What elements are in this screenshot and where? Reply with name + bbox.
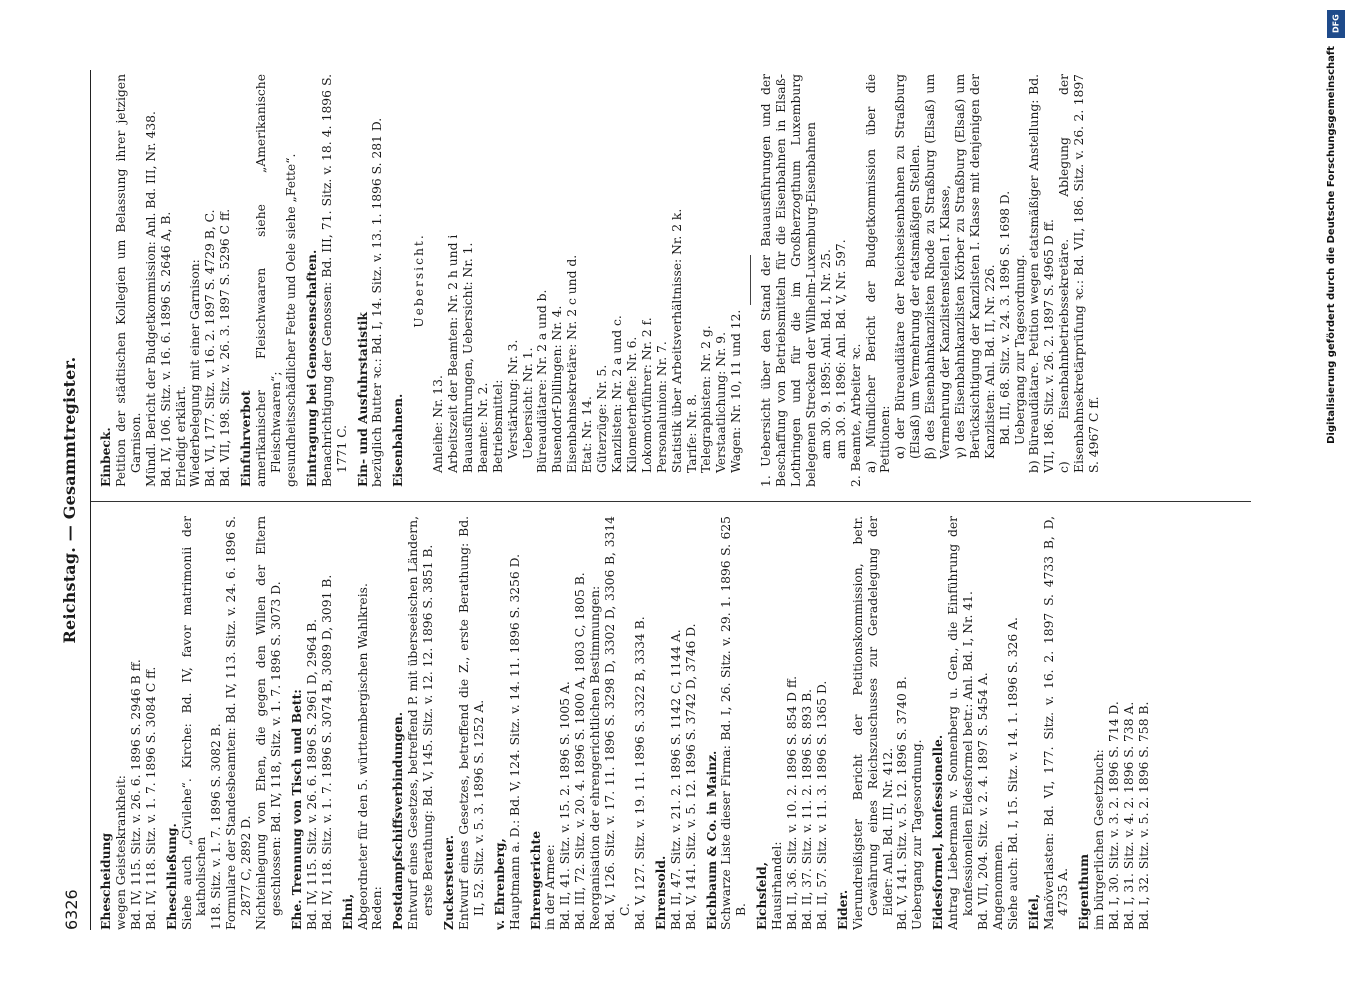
entry-line: Bd. II, 36. Sitz. v. 10. 2. 1896 S. 854 D ff.	[785, 675, 800, 930]
numbered-item: β) des Eisenbahnkanzlisten Rhode zu Straßburg (Elsaß) um Vermehrung der Kanzlistenstellen I. Klasse,	[923, 74, 953, 459]
numbered-item: am 30. 9. 1896: Anl. Bd. V, Nr. 597.	[833, 239, 848, 459]
entry-head: Eintragung bei Genossenschaften.	[303, 249, 319, 487]
entry-line: Bd. IV, 106. Sitz. v. 16. 6. 1896 S. 2646 A, B.	[158, 211, 173, 487]
entry-line: Hausirhandel:	[770, 841, 785, 930]
entry-line: Bd. V, 126. Sitz. v. 17. 11. 1896 S. 3298 D, 3302 D, 3306 B, 3314 C.	[603, 516, 632, 930]
separator-rule	[750, 256, 751, 306]
entry-head: v. Ehrenberg,	[491, 838, 507, 930]
entry-line: Bd. II, 57. Sitz. v. 11. 3. 1896 S. 1365 D.	[814, 680, 829, 930]
entry-line: Entwurf eines Gesetzes, betreffend P. mit überseeischen Ländern, erste Berathung: Bd. V, 145. Sitz. v. 12. 12. 1896 S. 3851 B.	[406, 516, 436, 930]
index-entry	[1027, 516, 1072, 930]
entry-line: Uebergang zur Tagesordnung.	[910, 739, 925, 930]
entry-head: Eider.	[834, 889, 850, 930]
entry-line: Benachrichtigung der Genossen: Bd. III, 71. Sitz. v. 18. 4. 1896 S. 1771 C.	[319, 74, 349, 487]
entry-head: Eichsfeld,	[754, 861, 770, 930]
entry-ein-ausfuhr	[356, 74, 386, 487]
entry-line: Petition der städtischen Kollegien um Belassung ihrer jetzigen Garnison.	[113, 74, 143, 487]
uebersicht-item: Kilometerhefte: Nr. 6.	[624, 336, 639, 473]
entry-line: Bd. II, 37. Sitz. v. 11. 2. 1896 S. 893 B.	[799, 688, 814, 930]
numbered-item: 2. Beamte, Arbeiter ꝛc.	[848, 343, 863, 487]
entry-line: Erledigt erklärt.	[173, 385, 188, 487]
uebersicht-item: Tarife: Nr. 8.	[684, 393, 699, 473]
digitization-note: Digitalisierung gefördert durch die Deutsche Forschungsgemeinschaft	[1326, 46, 1337, 444]
entry-head: Einbeck.	[98, 427, 113, 487]
entry-line: Reorganisation der ehrengerichtlichen Bestimmungen:	[588, 585, 603, 930]
index-entry	[442, 516, 487, 930]
entry-eisenbahnen	[391, 74, 406, 487]
index-entry	[705, 516, 750, 930]
entry-einfuhrverbot	[239, 74, 299, 487]
entry-line: amerikanischer Fleischwaaren siehe „Amerikanische Fleischwaaren“;	[254, 74, 283, 487]
entry-line: Siehe auch: Bd. I, 15. Sitz. v. 14. 1. 1896 S. 326 A.	[1005, 617, 1020, 930]
entry-head: Ein- und Ausfuhrstatistik	[354, 312, 370, 487]
uebersicht-item: Arbeitszeit der Beamten: Nr. 2 h und i	[446, 234, 461, 473]
entry-line: Bd. VII, 204. Sitz. v. 2. 4. 1897 S. 5454 A.	[975, 672, 990, 930]
uebersicht-list	[431, 74, 744, 487]
uebersicht-item: Wagen: Nr. 10, 11 und 12.	[729, 309, 744, 473]
index-entry	[165, 516, 284, 930]
entry-head: Eheschließung.	[163, 823, 179, 930]
uebersicht-item: Statistik über Arbeitsverhältnisse: Nr. 2 k.	[669, 208, 684, 473]
uebersicht-item: Personalunion: Nr. 7.	[654, 341, 669, 473]
entry-line: Vierundreißigster Bericht der Petitionskommission, betr. Gewährung eines Reichszuschusses zur Geradelegung der Eider: Anl. Bd. III, Nr. 412.	[850, 516, 895, 930]
entry-line: Bd. V, 127. Sitz. v. 19. 11. 1896 S. 3322 B, 3334 B.	[632, 616, 647, 930]
entry-line: Bd. II, 47. Sitz. v. 21. 2. 1896 S. 1142 C, 1144 A.	[668, 629, 683, 930]
entry-line: 118. Sitz. v. 1. 7. 1896 S. 3082 B.	[209, 723, 224, 930]
dfg-logo: DFG	[1327, 10, 1345, 38]
entry-line: Bd. III, 72. Sitz. v. 20. 4. 1896 S. 1800 A, 1803 C, 1805 B.	[573, 572, 588, 930]
entry-line: Bd. II, 41. Sitz. v. 15. 2. 1896 S. 1005 A.	[558, 681, 573, 930]
page-number: 6326	[62, 889, 81, 930]
entry-line: Reden:	[370, 886, 385, 930]
index-entry	[99, 516, 159, 930]
numbered-item: am 30. 9. 1895: Anl. Bd. I, Nr. 25.	[818, 249, 833, 459]
numbered-item: 1. Uebersicht über den Stand der Bauausführungen und der Beschaffung von Betriebsmitteln für die Eisenbahnen in Elsaß-Lothringen und für die im Großherzogthum Luxemburg belegenen Strecken der Wilhelm-Luxemburg-Eisenbahnen	[759, 74, 818, 487]
index-entry	[391, 516, 436, 930]
index-entry	[493, 516, 523, 930]
entry-head: Ehescheidung	[98, 832, 113, 930]
entry-head: Postdampfschiffsverbindungen.	[390, 711, 406, 930]
uebersicht-item: Telegraphisten: Nr. 2 g.	[699, 325, 714, 473]
entry-line: Hauptmann a. D.: Bd. V, 124. Sitz. v. 14. 11. 1896 S. 3256 D.	[507, 554, 522, 930]
entry-line: Manöverlasten: Bd. VI, 177. Sitz. v. 16. 2. 1897 S. 4733 B, D, 4735 A.	[1041, 516, 1071, 930]
entry-line: gesundheitsschädlicher Fette und Oele siehe „Fette“.	[283, 153, 298, 487]
uebersicht-item: Anleihe: Nr. 13.	[431, 375, 446, 473]
entry-head: Ehrengerichte	[527, 830, 543, 930]
numbered-item: Uebergang zur Tagesordnung.	[1012, 254, 1027, 445]
entry-line: Formulare der Standesbeamten: Bd. IV, 113. Sitz. v. 24. 6. 1896 S. 2877 C, 2892 D.	[224, 516, 254, 930]
digitization-sidebar	[1322, 0, 1352, 1000]
entry-head: Zuckersteuer.	[441, 834, 457, 930]
uebersicht-item: Busendorf-Dillingen: Nr. 4.	[550, 305, 565, 473]
entry-line: Bd. IV, 115. Sitz. v. 26. 6. 1896 S. 2946 B ff.	[128, 659, 143, 930]
entry-head: Eisenbahnen.	[390, 393, 406, 487]
entry-line: Bd. VII, 198. Sitz. v. 26. 3. 1897 S. 5296 C ff.	[218, 208, 233, 487]
two-column-body	[91, 70, 1251, 930]
numbered-item: c) Eisenbahnbetriebssekretäre. Ablegung der Eisenbahnsekretärprüfung ꝛc.: Bd. VII, 186. Sitz. v. 26. 2. 1897 S. 4967 C ff.	[1057, 74, 1102, 473]
numbered-item: α) der Büreaudiätare der Reichseisenbahnen zu Straßburg (Elsaß) um Vermehrung der etatsmäßigen Stellen.	[893, 74, 923, 459]
entry-line: Siehe auch „Civilehe“. Kirche: Bd. IV, favor matrimonii der katholischen	[179, 516, 209, 930]
entry-line: Nichteinlegung von Ehen, die gegen den Willen der Eltern geschlossen: Bd. IV, 118, Sitz. v. 1. 7. 1896 S. 3073 D.	[254, 516, 283, 930]
index-entry	[654, 516, 699, 930]
entry-line: Bd. I, 31. Sitz. v. 4. 2. 1896 S. 738 A.	[1122, 701, 1137, 930]
entry-line: Angenommen.	[990, 840, 1005, 930]
entry-line: Bd. V, 141. Sitz. v. 5. 12. 1896 S. 3742 D, 3746 D.	[683, 623, 698, 930]
entry-line: Bd. I, 32. Sitz. v. 5. 2. 1896 S. 758 B.	[1137, 701, 1151, 930]
right-column	[91, 74, 1251, 502]
uebersicht-item: Betriebsmittel:	[490, 379, 505, 473]
uebersicht-item: Uebersicht: Nr. 1.	[520, 347, 535, 459]
entry-einbeck	[99, 74, 233, 487]
numbered-item: γ) des Eisenbahnkanzlisten Körber zu Straßburg (Elsaß) um Berücksichtigung der Kanzlisten I. Klasse mit denjenigen der Kanzlisten: Anl. Bd. II, Nr. 226.	[952, 74, 997, 459]
index-entry	[1077, 516, 1152, 930]
uebersicht-item: Kanzlisten: Nr. 2 a und c.	[610, 315, 624, 473]
entry-line: Antrag Liebermann v. Sonnenberg u. Gen., die Einführung der konfessionellen Eidesformel betr.: Anl. Bd. I, Nr. 41.	[946, 516, 976, 930]
entry-head: Einfuhrverbot	[238, 390, 254, 487]
uebersicht-item: Verstärkung: Nr. 3.	[505, 339, 520, 459]
entry-line: Bd. IV, 115. Sitz. v. 26. 6. 1896 S. 2961 D, 2964 B.	[304, 618, 319, 930]
uebersicht-title: Uebersicht.	[412, 233, 427, 328]
entry-line: Abgeordneter für den 5. württembergischen Wahlkreis.	[355, 583, 370, 930]
uebersicht-item: Verstaatlichung: Nr. 9.	[714, 331, 729, 473]
numbered-item: Bd. III, 68. Sitz. v. 24. 3. 1896 S. 1698 D.	[997, 190, 1012, 445]
entry-head: Eichbaum & Co. in Mainz.	[703, 750, 719, 930]
numbered-item: b) Büreaudiätare. Petition wegen etatsmäßiger Anstellung: Bd. VII, 186. Sitz. v. 26. 2. 1897 S. 4965 D ff.	[1027, 74, 1057, 473]
numbered-item: a) Mündlicher Bericht der Budgetkommission über die Petitionen:	[863, 74, 893, 473]
entry-head: Eidesformel, konfessionelle.	[930, 734, 946, 930]
entry-head: Ehe. Trennung von Tisch und Bett:	[288, 689, 304, 930]
page-title: Reichstag. — Gesammtregister.	[60, 356, 79, 644]
uebersicht-item: Eisenbahnsekretäre: Nr. 2 c und d.	[565, 254, 580, 473]
index-entry	[529, 516, 648, 930]
left-column	[91, 502, 1251, 930]
uebersicht-item: Güterzüge: Nr. 5.	[595, 364, 610, 473]
entry-line: Bd. V, 141. Sitz. v. 5. 12. 1896 S. 3740 B.	[895, 676, 910, 930]
entry-head: Ehni,	[339, 893, 355, 930]
index-entry	[836, 516, 925, 930]
entry-line: Bd. IV, 118. Sitz. v. 1. 7. 1896 S. 3074 B, 3089 D, 3091 B.	[319, 574, 334, 930]
entry-eintragung	[305, 74, 350, 487]
entry-line: Entwurf eines Gesetzes, betreffend die Z., erste Berathung: Bd. II, 52. Sitz. v. 5. 3. 1896 S. 1252 A.	[456, 516, 486, 930]
uebersicht-item: Beamte: Nr. 2.	[475, 382, 490, 473]
index-entry	[341, 516, 386, 930]
page-header	[58, 70, 86, 930]
uebersicht-item: Lokomotivführer: Nr. 2 f.	[639, 317, 654, 473]
entry-line: bezüglich Butter ꝛc.: Bd. I, 14. Sitz. v. 13. 1. 1896 S. 281 D.	[370, 117, 385, 487]
entry-head: Eifel,	[1025, 893, 1041, 930]
entry-line: wegen Geisteskrankheit:	[113, 775, 128, 930]
index-entry	[931, 516, 1020, 930]
uebersicht-item: Etat: Nr. 14.	[580, 396, 595, 473]
numbered-list	[759, 74, 1102, 487]
entry-head: Ehrensold.	[652, 855, 668, 930]
entry-line: im bürgerlichen Gesetzbuch:	[1092, 749, 1107, 930]
entry-line: Bd. VI, 177. Sitz. v. 16. 2. 1897 S. 4729 B, C.	[203, 209, 218, 487]
entry-line: Schwarze Liste dieser Firma: Bd. I, 26. Sitz. v. 29. 1. 1896 S. 625 B.	[719, 516, 749, 930]
entry-head: Eigenthum	[1076, 854, 1092, 930]
entry-line: in der Armee:	[543, 844, 558, 930]
index-entry	[755, 516, 830, 930]
entry-line: Wiederbelegung mit einer Garnison:	[188, 259, 203, 487]
entry-line: Mündl. Bericht der Budgetkommission: Anl. Bd. III, Nr. 438.	[143, 111, 158, 487]
uebersicht-item: Bauausführungen, Uebersicht: Nr. 1.	[460, 242, 475, 473]
index-entry	[290, 516, 335, 930]
uebersicht-item: Büreaudiätare: Nr. 2 a und b.	[535, 289, 550, 473]
entry-line: Bd. IV, 118. Sitz. v. 1. 7. 1896 S. 3084 C ff.	[143, 666, 158, 930]
entry-line: Bd. I, 30. Sitz. v. 3. 2. 1896 S. 714 D.	[1107, 701, 1122, 930]
